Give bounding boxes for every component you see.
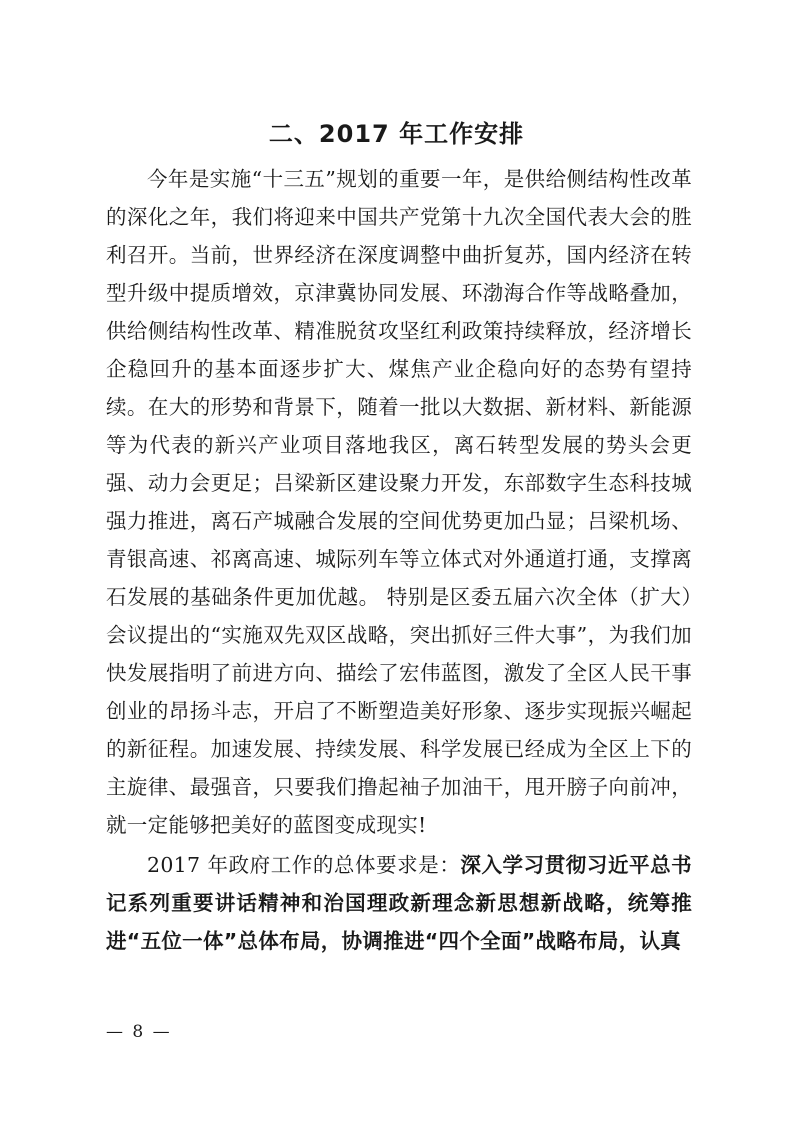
page-number: — 8 —: [106, 1022, 172, 1042]
body-text: [106, 160, 692, 960]
paragraph-context: 今年是实施“十三五”规划的重要一年，是供给侧结构性改革的深化之年，我们将迎来中国共产党第十九次全国代表大会的胜利召开。当前，世界经济在深度调整中曲折复苏，国内经济在转型升级中提质增效，京津冀协同发展、环渤海合作等战略叠加，供给侧结构性改革、精准脱贫攻坚红利政策持续释放，经济增长企稳回升的基本面逐步扩大、煤焦产业企稳向好的态势有望持续。在大的形势和背景下，随着一批以大数据、新材料、新能源等为代表的新兴产业项目落地我区，离石转型发展的势头会更强、动力会更足；吕梁新区建设聚力开发，东部数字生态科技城强力推进，离石产城融合发展的空间优势更加凸显；吕梁机场、青银高速、祁离高速、城际列车等立体式对外通道打通，支撑离石发展的基础条件更加优越。 特别是区委五届六次全体（扩大）会议提出的“实施双先双区战略，突出抓好三件大事”，为我们加快发展指明了前进方向、描绘了宏伟蓝图，激发了全区人民干事创业的昂扬斗志，开启了不断塑造美好形象、逐步实现振兴崛起的新征程。加速发展、持续发展、科学发展已经成为全区上下的主旋律、最强音，只要我们撸起袖子加油干，甩开膀子向前冲，就一定能够把美好的蓝图变成现实!: [106, 167, 692, 837]
section-heading: 二、2017 年工作安排: [268, 120, 525, 148]
paragraph-requirements: [106, 846, 692, 960]
requirements-bold-text: 深入学习贯彻习近平总书记系列重要讲话精神和治国理政新理念新思想新战略，统筹推进“五位一体”总体布局，协调推进“四个全面”战略布局，认真: [106, 853, 692, 953]
requirements-lead: 2017 年政府工作的总体要求是：: [147, 853, 461, 877]
